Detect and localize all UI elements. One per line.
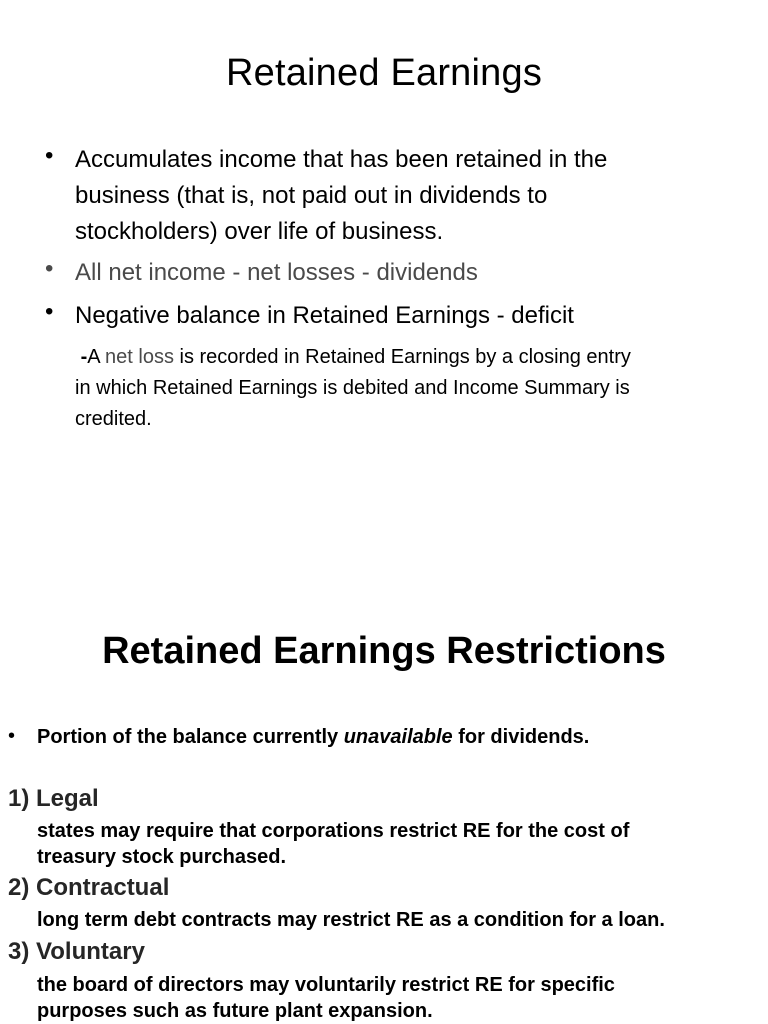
bullet-line: stockholders) over life of business.: [75, 218, 444, 245]
restriction-description: [37, 972, 757, 1024]
restriction-description: [37, 818, 757, 870]
restriction-line: long term debt contracts may restrict RE as a condition for a loan.: [37, 909, 665, 931]
restriction-line: treasury stock purchased.: [37, 846, 286, 868]
sub-note-line: credited.: [75, 408, 152, 430]
sub-note-highlight: net loss: [105, 346, 174, 368]
bullet-line: business (that is, not paid out in dividends to: [75, 182, 548, 209]
slide-title: Retained Earnings: [225, 52, 543, 94]
bullet-dot: •: [45, 298, 54, 325]
sub-note-text: is recorded in Retained Earnings by a closing entry: [173, 346, 631, 368]
slide-retained-earnings-restrictions: [0, 512, 768, 1024]
restriction-heading: 1) Legal: [8, 785, 99, 812]
restriction-heading: 2) Contractual: [8, 874, 170, 901]
bullet-emphasis: unavailable: [343, 726, 453, 748]
slide-title: Retained Earnings Restrictions: [102, 630, 666, 672]
sub-note-line: in which Retained Earnings is debited and Income Summary is: [75, 377, 630, 399]
sub-note-prefix: A: [87, 346, 106, 368]
bullet-text-after: for dividends.: [452, 726, 590, 748]
bullet-dot: •: [45, 142, 54, 169]
restriction-heading: 3) Voluntary: [8, 938, 145, 965]
restriction-description: [37, 907, 757, 933]
bullet-line: Accumulates income that has been retained in the: [75, 146, 608, 173]
bullet-dot: •: [8, 725, 16, 747]
bullet-text-before: Portion of the balance currently: [37, 726, 344, 748]
sub-note-dash: -: [80, 346, 88, 368]
bullet-text: Negative balance in Retained Earnings - deficit: [75, 302, 574, 329]
restriction-line: the board of directors may voluntarily restrict RE for specific: [37, 974, 615, 996]
bullet-text: All net income - net losses - dividends: [75, 259, 478, 286]
sub-note-line: [75, 342, 735, 373]
restriction-line: purposes such as future plant expansion.: [37, 1000, 433, 1022]
sub-note: [75, 342, 735, 435]
bullet-dot: •: [45, 255, 54, 282]
bullet-text: [75, 142, 607, 250]
bullet-text: [37, 726, 589, 749]
restriction-line: states may require that corporations restrict RE for the cost of: [37, 820, 630, 842]
